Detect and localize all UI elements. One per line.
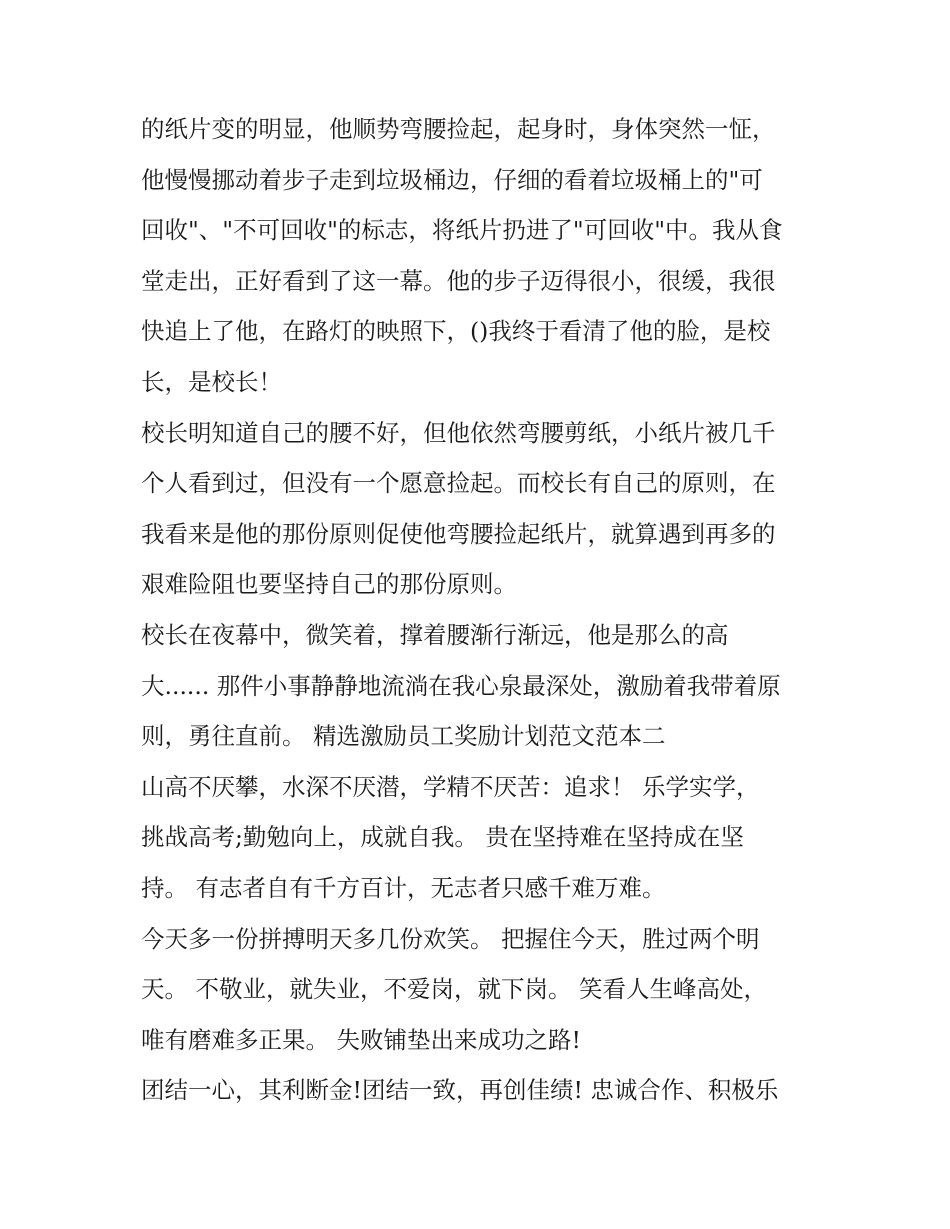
text-line-14: 山高不厌攀，水深不厌潜，学精不厌苦：追求！ 乐学实学， xyxy=(141,772,760,801)
text-line-15: 挑战高考;勤勉向上，成就自我。 贵在坚持难在坚持成在坚 xyxy=(141,823,744,852)
text-line-9: 我看来是他的那份原则促使他弯腰捡起纸片，就算遇到再多的 xyxy=(141,519,776,548)
text-line-6: 长，是校长！ xyxy=(141,367,282,396)
document-body xyxy=(141,104,821,1116)
text-line-19: 唯有磨难多正果。 失败铺垫出来成功之路! xyxy=(141,1025,581,1054)
text-line-10: 艰难险阻也要坚持自己的那份原则。 xyxy=(141,570,517,599)
text-line-3: 回收"、"不可回收"的标志，将纸片扔进了"可回收"中。我从食 xyxy=(141,216,783,245)
text-line-16: 持。 有志者自有千方百计，无志者只感千难万难。 xyxy=(141,873,666,902)
text-line-18: 天。 不敬业，就失业，不爱岗，就下岗。 笑看人生峰高处， xyxy=(141,975,767,1004)
text-line-13: 则，勇往直前。 精选激励员工奖励计划范文范本二 xyxy=(141,722,666,751)
text-line-20: 团结一心，其利断金!团结一致，再创佳绩! 忠诚合作、积极乐 xyxy=(141,1076,779,1105)
text-line-2: 他慢慢挪动着步子走到垃圾桶边，仔细的看着垃圾桶上的"可 xyxy=(141,165,763,194)
text-line-4: 堂走出，正好看到了这一幕。他的步子迈得很小，很缓，我很 xyxy=(141,266,776,295)
text-line-5: 快追上了他，在路灯的映照下，()我终于看清了他的脸，是校 xyxy=(141,317,771,346)
text-line-7: 校长明知道自己的腰不好，但他依然弯腰剪纸，小纸片被几千 xyxy=(141,418,776,447)
text-line-12: 大...... 那件小事静静地流淌在我心泉最深处，激励着我带着原 xyxy=(141,671,781,700)
text-line-11: 校长在夜幕中，微笑着，撑着腰渐行渐远，他是那么的高 xyxy=(141,620,729,649)
text-line-8: 个人看到过，但没有一个愿意捡起。而校长有自己的原则，在 xyxy=(141,469,776,498)
text-line-17: 今天多一份拼搏明天多几份欢笑。 把握住今天，胜过两个明 xyxy=(141,924,760,953)
text-line-1: 的纸片变的明显，他顺势弯腰捡起，起身时，身体突然一怔， xyxy=(141,115,776,143)
